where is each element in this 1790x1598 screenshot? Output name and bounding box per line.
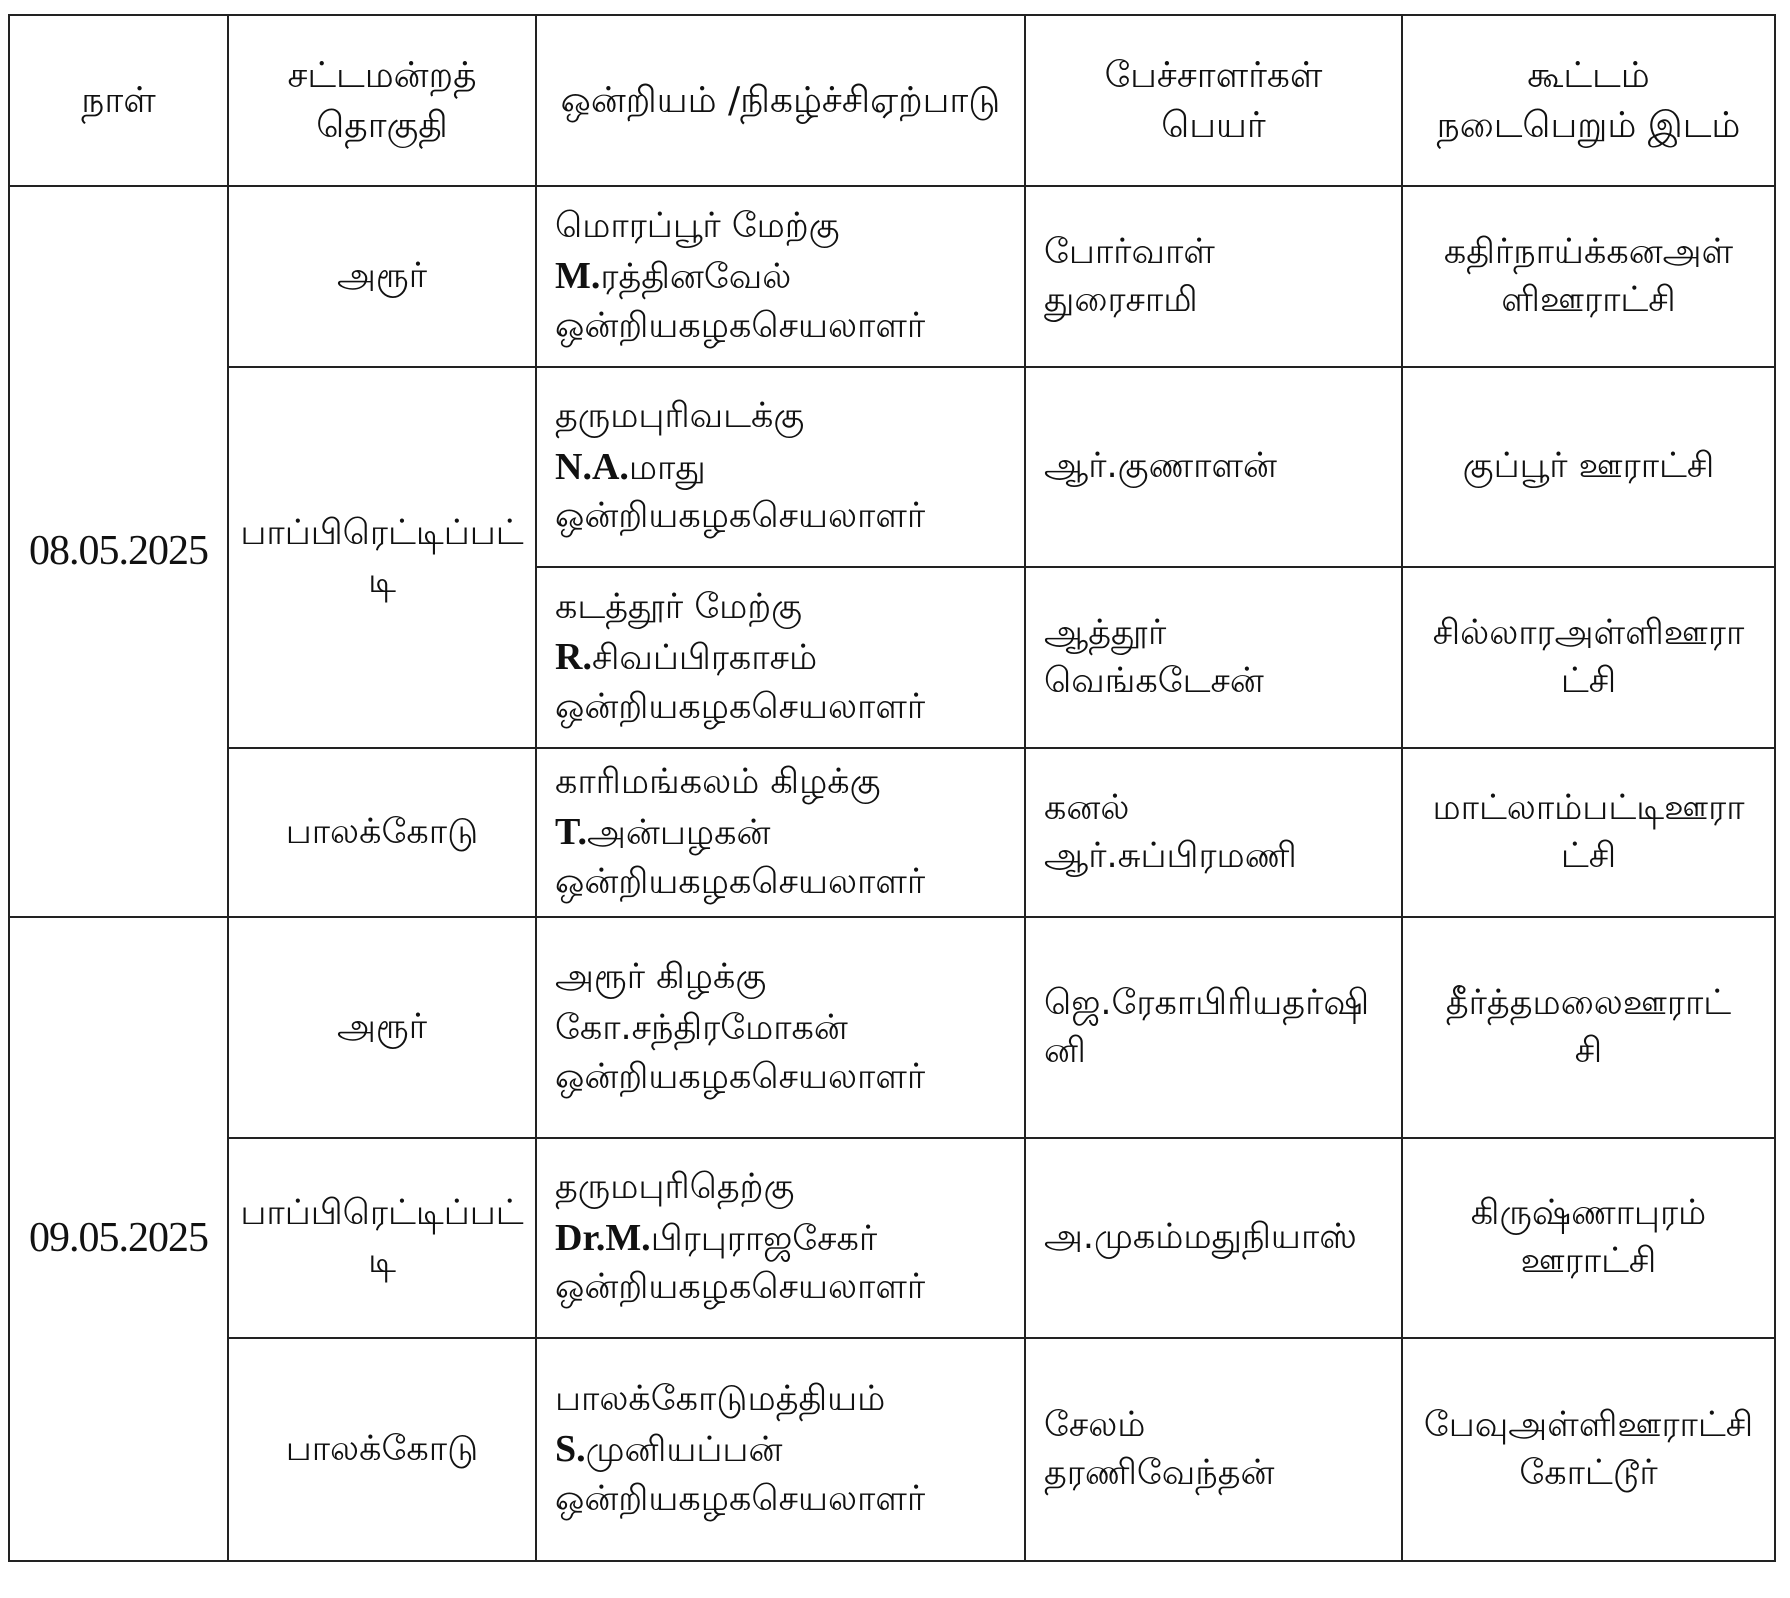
table-row (9, 1138, 1775, 1338)
header-speakers: பேச்சாளர்கள் பெயர் (1025, 15, 1402, 186)
table-row (9, 186, 1775, 367)
union-cell: காரிமங்கலம் கிழக்கு T.அன்பழகன் ஒன்றியகழகசெயலாளர் (536, 748, 1025, 917)
meeting-schedule-table (8, 14, 1776, 1562)
organizer-initial: Dr.M. (555, 1216, 651, 1259)
organizer-name: பிரபுராஜசேகர் (650, 1218, 878, 1259)
table-row (9, 1338, 1775, 1561)
organizer-initial: M. (555, 255, 601, 298)
header-union-organizer: ஒன்றியம் /நிகழ்ச்சிஏற்பாடு (536, 15, 1025, 186)
organizer-initial: T. (555, 811, 588, 854)
union-cell: அரூர் கிழக்கு கோ.சந்திரமோகன் ஒன்றியகழகசெயலாளர் (536, 917, 1025, 1138)
table-row (9, 748, 1775, 917)
organizer-name: அன்பழகன் (587, 813, 771, 854)
organizer-initial: S. (555, 1428, 586, 1471)
union-cell: மொரப்பூர் மேற்கு M.ரத்தினவேல் ஒன்றியகழகசெயலாளர் (536, 186, 1025, 367)
organizer-name: கோ.சந்திரமோகன் (555, 1008, 848, 1049)
speakers-cell: ஆர்.குணாளன் (1025, 367, 1402, 567)
table-header-row (9, 15, 1775, 186)
organizer-initial: N.A. (555, 445, 629, 488)
speakers-cell: சேலம் தரணிவேந்தன் (1025, 1338, 1402, 1561)
header-date: நாள் (9, 15, 228, 186)
table-row (9, 917, 1775, 1138)
venue-cell: தீர்த்தமலைஊராட் சி (1402, 917, 1775, 1138)
speakers-cell: ஆத்தூர் வெங்கடேசன் (1025, 567, 1402, 748)
date-cell: 09.05.2025 (9, 917, 228, 1561)
venue-cell: மாட்லாம்பட்டிஊரா ட்சி (1402, 748, 1775, 917)
speakers-cell: போர்வாள் துரைசாமி (1025, 186, 1402, 367)
union-cell: கடத்தூர் மேற்கு R.சிவப்பிரகாசம் ஒன்றியகழகசெயலாளர் (536, 567, 1025, 748)
venue-cell: கிருஷ்ணாபுரம் ஊராட்சி (1402, 1138, 1775, 1338)
union-cell: தருமபுரிவடக்கு N.A.மாது ஒன்றியகழகசெயலாளர் (536, 367, 1025, 567)
constituency-cell: பாலக்கோடு (228, 1338, 536, 1561)
date-cell: 08.05.2025 (9, 186, 228, 917)
organizer-name: ரத்தினவேல் (600, 257, 792, 298)
table-row (9, 367, 1775, 567)
speakers-cell: கனல் ஆர்.சுப்பிரமணி (1025, 748, 1402, 917)
venue-cell: பேவுஅள்ளிஊராட்சி கோட்டூர் (1402, 1338, 1775, 1561)
speakers-cell: ஜெ.ரேகாபிரியதர்ஷி னி (1025, 917, 1402, 1138)
organizer-initial: R. (555, 636, 592, 679)
organizer-name: மாது (628, 447, 706, 488)
union-cell: பாலக்கோடுமத்தியம் S.முனியப்பன் ஒன்றியகழகசெயலாளர் (536, 1338, 1025, 1561)
organizer-name: முனியப்பன் (585, 1430, 783, 1471)
header-venue: கூட்டம் நடைபெறும் இடம் (1402, 15, 1775, 186)
constituency-cell: பாப்பிரெட்டிப்பட் டி (228, 1138, 536, 1338)
constituency-cell: அரூர் (228, 917, 536, 1138)
union-cell: தருமபுரிதெற்கு Dr.M.பிரபுராஜசேகர் ஒன்றியகழகசெயலாளர் (536, 1138, 1025, 1338)
constituency-cell: பாப்பிரெட்டிப்பட் டி (228, 367, 536, 748)
venue-cell: கதிர்நாய்க்கனஅள் ளிஊராட்சி (1402, 186, 1775, 367)
constituency-cell: பாலக்கோடு (228, 748, 536, 917)
organizer-name: சிவப்பிரகாசம் (591, 638, 818, 679)
schedule-page (8, 14, 1774, 1562)
header-constituency: சட்டமன்றத் தொகுதி (228, 15, 536, 186)
speakers-cell: அ.முகம்மதுநியாஸ் (1025, 1138, 1402, 1338)
constituency-cell: அரூர் (228, 186, 536, 367)
venue-cell: குப்பூர் ஊராட்சி (1402, 367, 1775, 567)
venue-cell: சில்லாரஅள்ளிஊரா ட்சி (1402, 567, 1775, 748)
